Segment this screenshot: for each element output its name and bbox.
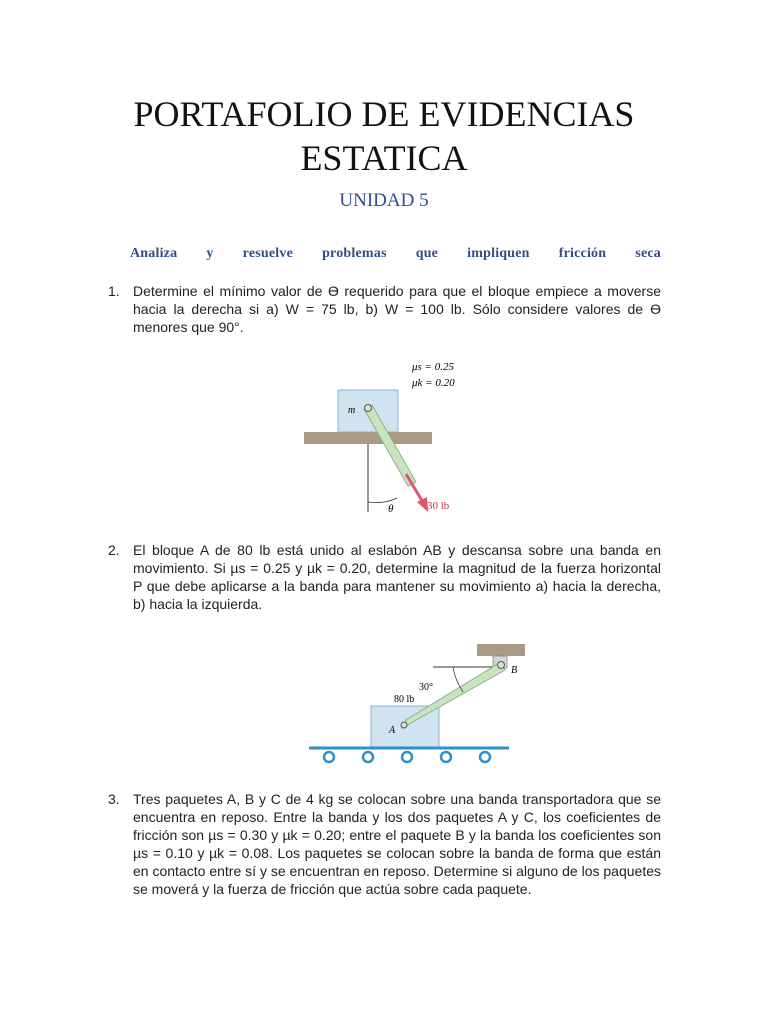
- mu-k-label: μk = 0.20: [412, 377, 455, 389]
- document-title: [0, 92, 768, 180]
- problem-2: [108, 541, 661, 613]
- roller-icon: [480, 752, 490, 762]
- mass-label: m: [348, 405, 356, 416]
- pin-a-icon: [401, 722, 407, 728]
- angle-label: θ: [388, 503, 394, 515]
- roller-icon: [324, 752, 334, 762]
- mu-s-label: μs = 0.25: [412, 361, 454, 373]
- title-line-1: PORTAFOLIO DE EVIDENCIAS: [133, 94, 635, 134]
- ground: [304, 432, 432, 444]
- problem-3-number: 3.: [108, 791, 120, 807]
- problem-1-number: 1.: [108, 283, 120, 299]
- weight-label: 80 lb: [394, 694, 415, 705]
- pin-b-icon: [498, 662, 505, 669]
- figure-1-block-diagram: [300, 352, 470, 522]
- force-arrow: [406, 474, 424, 504]
- angle-label: 30°: [419, 682, 433, 693]
- title-line-2: ESTATICA: [300, 138, 468, 178]
- section-subtitle: Analiza y resuelve problemas que impliquen fricción seca: [130, 246, 661, 261]
- problem-2-number: 2.: [108, 542, 120, 558]
- problem-1-text: Determine el mínimo valor de ϴ requerido para que el bloque empiece a moverse hacia la derecha si a) W = 75 lb, b) W = 100 lb. Sólo considere valores de ϴ menores que 90°.: [133, 283, 661, 335]
- ceiling-support: [477, 644, 525, 656]
- unit-heading: UNIDAD 5: [339, 190, 429, 211]
- belt-rollers: [324, 752, 490, 762]
- roller-icon: [363, 752, 373, 762]
- problem-3-text: Tres paquetes A, B y C de 4 kg se colocan sobre una banda transportadora que se encuentra en reposo. Entre la banda y los dos paquetes A y C, los coeficientes de fricción son µs = 0.30 y µk = 0.20; entre el paquete B y la banda los coeficientes son µs = 0.10 y µk = 0.08. Los paquetes se colocan sobre la banda de forma que están en contacto entre sí y se encuentran en reposo. Determine si alguno de los paquetes se moverá y la fuerza de fricción que actúa sobre cada paquete.: [133, 791, 661, 897]
- angle-arc: [368, 498, 397, 503]
- point-b-label: B: [511, 665, 518, 676]
- problem-2-text: El bloque A de 80 lb está unido al eslabón AB y descansa sobre una banda en movimiento. Si µs = 0.25 y µk = 0.20, determine la magnitud de la fuerza horizontal P que debe aplicarse a la banda para mantener su movimiento a) hacia la derecha, b) hacia la izquierda.: [133, 542, 661, 612]
- force-label: 30 lb: [427, 500, 450, 512]
- roller-icon: [441, 752, 451, 762]
- point-a-label: A: [389, 725, 396, 736]
- problem-1: [108, 282, 661, 336]
- link-ab: [402, 662, 505, 728]
- figure-2-belt-diagram: [305, 640, 535, 770]
- pin-icon: [365, 405, 372, 412]
- problem-3: [108, 790, 661, 898]
- roller-icon: [402, 752, 412, 762]
